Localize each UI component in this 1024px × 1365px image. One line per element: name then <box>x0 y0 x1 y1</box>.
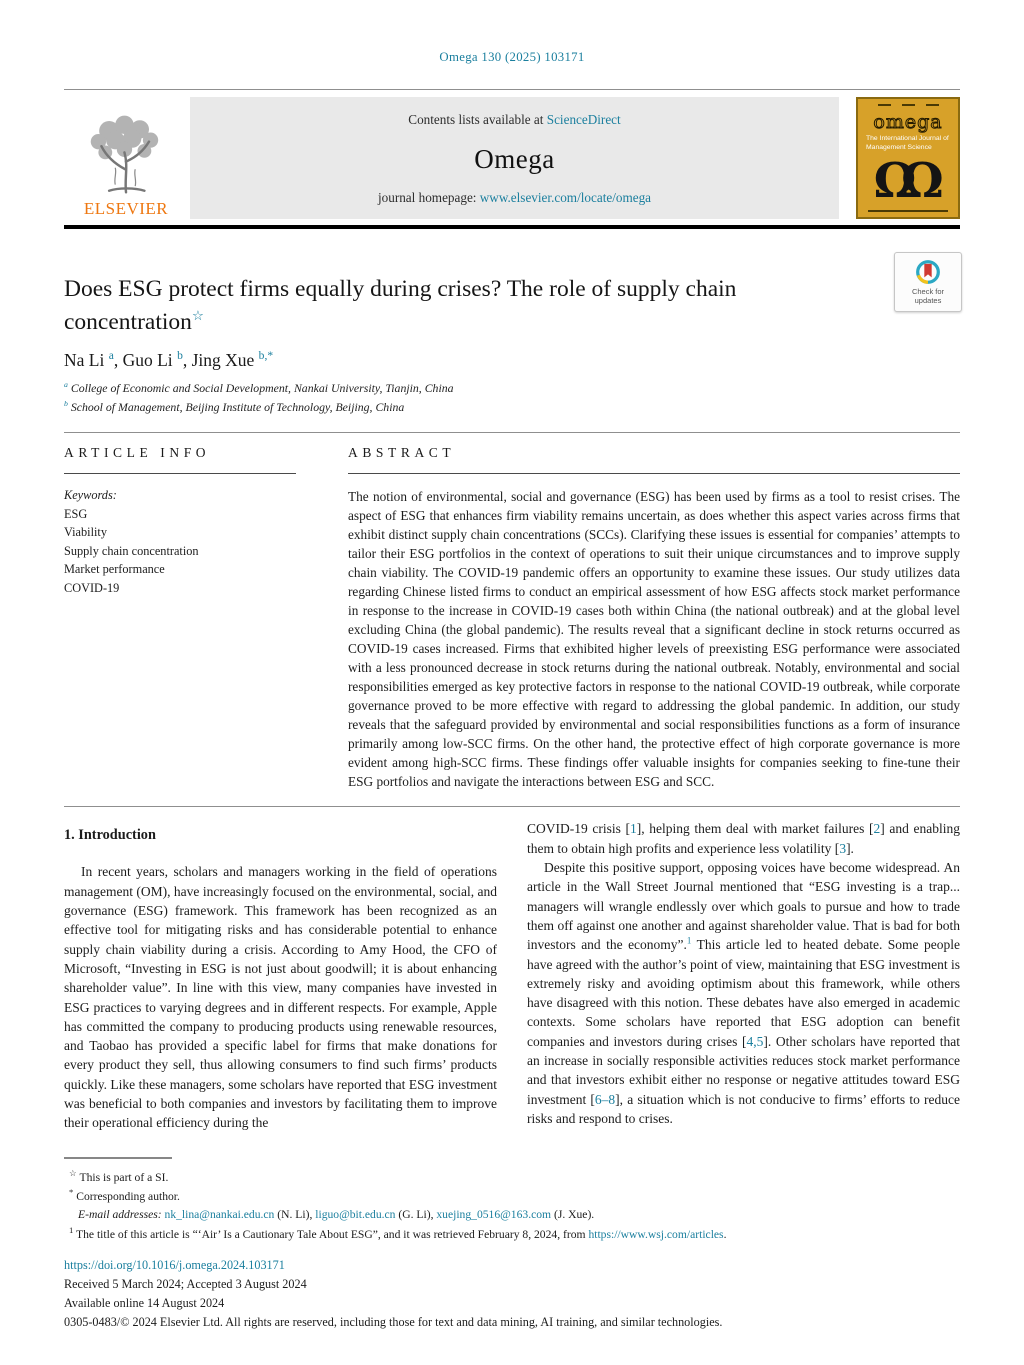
abstract-text: The notion of environmental, social and governance (ESG) has been used by firms as a tool to resist crises. The aspect of ESG that enhances firm viability remains uncertain, as does whether this aspect varies across firms that exhibit distinct supply chain concentrations (SCCs). Clarifying these issues is essential for companies’ attempts to tailor their ESG portfolios in the context of operations to suit their unique circumstances and to improve supply chain viability. The COVID-19 pandemic offers an opportunity to examine these issues. Our study utilizes data regarding Chinese listed firms to conduct an empirical assessment of how ESG affects stock market performance in response to the increase in COVID-19 cases both within China (the national outbreak) and at the global level excluding China (the global pandemic). The results reveal that a significant decline in stock returns occurred as COVID-19 cases increased. Firms that exhibited higher levels of preexisting ESG performance were associated with a less pronounced decrease in stock returns during the national outbreak. Notably, environmental and social responsibilities emerged as key protective factors in response to the national COVID-19 outbreak, while corporate governance proved to be more effective with regard to addressing the global pandemic. In addition, our study reveals that the safeguard provided by environmental and social responsibilities functions as a form of insurance primarily among low-SCC firms. On the other hand, the protective effect of high corporate governance is more evident among high-SCC firms. These findings offer valuable insights for companies seeking to fine-tune their ESG portfolios and navigate the interactions between ESG and SCC. <box>348 489 960 790</box>
footnote-si <box>64 1167 960 1187</box>
homepage-line <box>378 190 651 206</box>
article-info-heading: ARTICLE INFO <box>64 433 296 474</box>
copyright-line: 0305-0483/© 2024 Elsevier Ltd. All rights are reserved, including those for text and data mining, AI training, and similar technologies. <box>64 1314 723 1329</box>
affiliation-sup[interactable]: b <box>64 398 68 408</box>
author-affiliation-sup[interactable]: a <box>108 349 114 362</box>
authors-line <box>64 350 960 371</box>
affiliation-sup[interactable]: a <box>64 379 68 389</box>
top-divider <box>64 89 960 90</box>
article-footer <box>64 1256 960 1332</box>
footnote-marker: 1 <box>69 1225 74 1236</box>
article-info-section <box>64 432 960 807</box>
sciencedirect-link[interactable]: ScienceDirect <box>546 112 621 127</box>
article-info-column <box>64 433 296 791</box>
text-run: , Guo Li <box>113 349 178 370</box>
elsevier-tree-icon <box>80 111 172 203</box>
text-run: ], helping them deal with market failures [ <box>636 821 874 837</box>
footnote-corresponding <box>64 1186 960 1206</box>
keyword-item: Market performance <box>64 562 165 577</box>
masthead-black-rule <box>64 225 960 229</box>
check-updates-badge[interactable] <box>894 252 962 312</box>
check-updates-icon <box>915 259 941 285</box>
elsevier-logo <box>64 97 188 219</box>
text-run: This article led to heated debate. Some people have agreed with the author’s point of view, maintaining that ESG investment is extremely risky and avoiding optimism about this framework, while others have disagreed with this notion. These debates have also emerged in academic contexts. Some scholars have reported that ESG adoption can benefit companies and investors during crises [ <box>527 937 960 1049</box>
text-run: (J. Xue). <box>551 1208 595 1222</box>
affiliation-line <box>64 398 960 417</box>
keyword-item: COVID-19 <box>64 580 120 595</box>
citation-ref[interactable]: 2 <box>873 821 881 837</box>
email-link[interactable]: xuejing_0516@163.com <box>436 1208 552 1222</box>
text-run: (N. Li), <box>274 1208 316 1222</box>
citation-ref[interactable]: 1 <box>630 821 637 837</box>
author-affiliation-sup[interactable]: b <box>177 349 183 362</box>
wsj-article-link[interactable]: https://www.wsj.com/articles <box>588 1228 724 1242</box>
text-run: ] and enabling them to obtain high profits and experience less volatility [ <box>527 821 960 856</box>
text-run: ]. Other scholars have reported that an increase in socially responsible activities reduces stock market performance and that investors exhibit either no response or negative attitudes toward ESG investment [ <box>527 1033 960 1107</box>
footnotes <box>64 1157 960 1244</box>
text-run: COVID-19 crisis [ <box>527 821 630 837</box>
text-run: College of Economic and Social Development, Nankai University, Tianjin, China <box>67 380 454 395</box>
body-column-right <box>527 819 960 1132</box>
text-run: E-mail addresses: <box>78 1208 165 1222</box>
cover-brand: omega <box>873 111 943 133</box>
received-line: Received 5 March 2024; Accepted 3 August 2024 <box>64 1276 307 1291</box>
footnote-ref-1[interactable]: 1 <box>686 935 692 946</box>
keyword-item: Supply chain concentration <box>64 543 199 558</box>
cover-omega-symbol: ΩΩ <box>873 152 929 209</box>
text-run: , Jing Xue <box>182 349 259 370</box>
journal-title: Omega <box>474 143 555 174</box>
text-run: Does ESG protect firms equally during crises? The role of supply chain concentration <box>64 276 737 336</box>
badge-label: Check for updates <box>911 287 945 305</box>
text-run: . <box>723 1228 727 1242</box>
text-run: Despite this positive support, opposing voices have become widespread. An article in the Wall Street Journal mentioned that “ESG investing is a trap... managers will wrangle endlessly over which goals to pursue and how to trade them off against one another and against shareholder value. That is bad for both investors and the economy”. <box>527 860 960 953</box>
journal-cover <box>856 97 960 219</box>
footnote-wsj <box>64 1224 960 1244</box>
text-run: School of Management, Beijing Institute of Technology, Beijing, China <box>67 399 405 414</box>
affiliation-line <box>64 379 960 398</box>
contents-prefix: Contents lists available at <box>408 112 547 127</box>
masthead-center <box>190 97 839 219</box>
email-link[interactable]: nk_lina@nankai.edu.cn <box>164 1208 275 1222</box>
footnote-marker: * <box>69 1187 74 1198</box>
text-run: ], a situation which is not conducive to firms’ efforts to reduce risks and respond to crises. <box>527 1091 960 1126</box>
doi-link[interactable]: https://doi.org/10.1016/j.omega.2024.103171 <box>64 1258 285 1273</box>
text-run: This is part of a SI. <box>76 1170 169 1184</box>
masthead <box>64 97 960 219</box>
text-run: The title of this article is “‘Air’ Is a Cautionary Tale About ESG”, and it was retrieved February 8, 2024, from <box>73 1228 589 1242</box>
citation-ref[interactable]: 3 <box>839 840 847 856</box>
intro-paragraph-right-2 <box>527 858 960 1128</box>
homepage-link[interactable]: www.elsevier.com/locate/omega <box>479 190 652 205</box>
keywords-label: Keywords: <box>64 488 117 503</box>
author-affiliation-sup[interactable]: b,* <box>258 349 274 362</box>
homepage-prefix: journal homepage: <box>377 190 480 205</box>
text-run: (G. Li), <box>395 1208 437 1222</box>
keyword-item: Viability <box>64 525 107 540</box>
abstract-heading: ABSTRACT <box>348 433 960 474</box>
article-title <box>64 273 812 340</box>
journal-citation: Omega 130 (2025) 103171 <box>439 50 585 64</box>
citation-ref[interactable]: 6–8 <box>594 1091 616 1107</box>
intro-heading: 1. Introduction <box>64 827 156 844</box>
keywords-block <box>64 486 296 597</box>
title-footnote-star[interactable]: ☆ <box>191 308 205 324</box>
intro-paragraph-right-1 <box>527 819 960 858</box>
footnote-marker: ☆ <box>69 1167 77 1178</box>
text-run: Corresponding author. <box>73 1190 180 1204</box>
abstract-column <box>348 433 960 791</box>
affiliations <box>64 379 960 417</box>
intro-paragraph-left: In recent years, scholars and managers working in the field of operations management (OM), have increasingly focused on the environmental, social, and governance (ESG) framework. This framework has been recognized as an effective tool for mitigating risks and has considerable potential to enhance supply chain viability during a crisis. According to Amy Hood, the CFO of Microsoft, “Investing in ESG is not just about goodwill; it is about enhancing shareholder value”. In line with this view, many companies have invested in ESG practices to varying degrees and in different respects. For example, Apple has committed the company to producing products using renewable resources, and Taobao has provided a specific label for firms that make donations for every product they sell, thus allowing consumers to find such firms’ products quickly. Like these managers, some scholars have reported that ESG investment was beneficial to both companies and investors by facilitating them to improve their operational efficiency during the <box>64 864 497 1131</box>
intro-section <box>64 819 960 1132</box>
body-column-left <box>64 819 497 1132</box>
contents-line <box>408 112 620 128</box>
citation-ref[interactable]: 4,5 <box>746 1033 764 1049</box>
footnote-emails <box>64 1206 960 1224</box>
elsevier-wordmark: ELSEVIER <box>83 199 169 218</box>
email-link[interactable]: liguo@bit.edu.cn <box>315 1208 396 1222</box>
keyword-item: ESG <box>64 506 88 521</box>
cover-volume-line <box>878 104 939 106</box>
footnotes-divider <box>64 1157 172 1159</box>
text-run: ]. <box>846 840 854 856</box>
text-run: Na Li <box>64 349 109 370</box>
available-line: Available online 14 August 2024 <box>64 1295 225 1310</box>
cover-subtitle: The International Journal of Management Science <box>866 135 949 151</box>
cover-bottom-line <box>868 210 948 212</box>
